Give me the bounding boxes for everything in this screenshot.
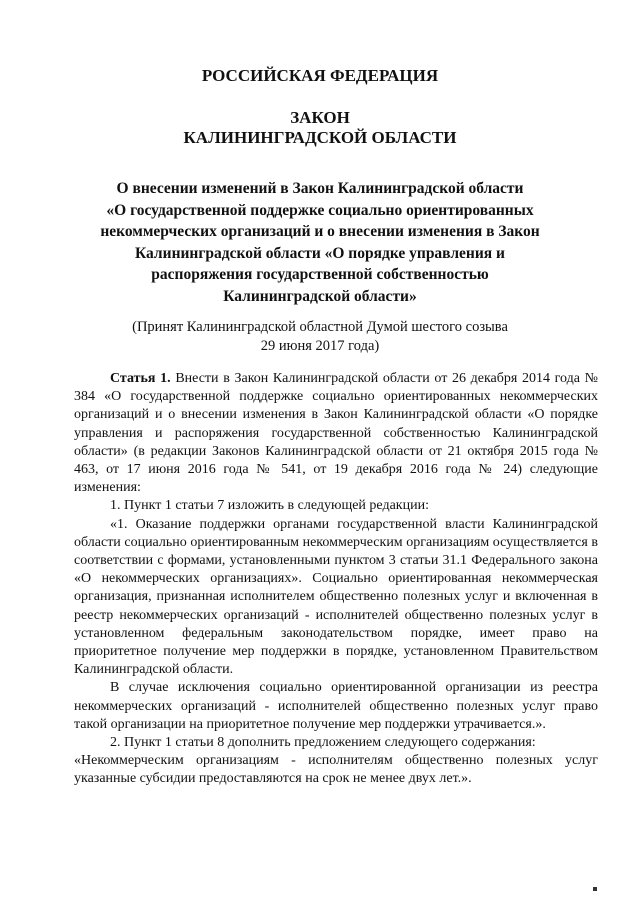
item-1-heading: 1. Пункт 1 статьи 7 изложить в следующей редакции: <box>110 498 429 514</box>
adoption-line: (Принят Калининградской областной Думой шестого созыва <box>132 319 508 335</box>
title-line: распоряжения государственной собственностью <box>151 266 489 283</box>
title-line: О внесении изменений в Закон Калининградской области <box>116 180 524 197</box>
item-2-heading: 2. Пункт 1 статьи 8 дополнить предложением следующего содержания: <box>110 735 536 751</box>
title-line: «О государственной поддержке социально ориентированных <box>106 201 534 219</box>
item-1-exclusion: В случае исключения социально ориентированной организации из реестра некоммерческих организаций - исполнителей общественно полезных услуг право такой организации на приоритетное получение мер поддержки утрачивается.». <box>74 680 598 732</box>
corner-mark <box>593 887 597 891</box>
country-heading: РОССИЙСКАЯ ФЕДЕРАЦИЯ <box>201 66 439 85</box>
region-heading: КАЛИНИНГРАДСКОЙ ОБЛАСТИ <box>183 128 457 147</box>
adoption-line: 29 июня 2017 года) <box>260 338 380 354</box>
article-intro-paragraph <box>74 370 598 497</box>
article-intro: Внести в Закон Калининградской области от 26 декабря 2014 года № 384 «О государственной поддержке социально ориентированных некоммерческих организаций и о внесении изменения в Закон Калининградской области «О порядке управления и распоряжения государственной собственностью Калининградской области» (в редакции Законов Калининградской области от 21 октября 2015 года № 463, от 17 июня 2016 года № 541, от 19 декабря 2016 года № 24) следующие изменения: <box>74 371 599 496</box>
item-2-quote: «Некоммерческим организациям - исполнителям общественно полезных услуг указанные субсидии предоставляются на срок не менее двух лет.». <box>74 753 598 787</box>
item-1-quote: «1. Оказание поддержки органами государственной власти Калининградской области социально ориентированным некоммерческим организациям осуществляется в соответствии с формами, установленными пунктом 3 статьи 31.1 Федерального закона «О некоммерческих организациях». Социально ориентированная некоммерческая организация, признанная исполнителем общественно полезных услуг и включенная в реестр некоммерческих организаций - исполнителей общественно полезных услуг в установленном федеральным законодательством порядке, имеет право на приоритетное получение мер поддержки в порядке, установленном Правительством Калининградской области. <box>74 516 598 678</box>
title-line: некоммерческих организаций и о внесении изменения в Закон <box>100 223 540 240</box>
law-title <box>80 178 560 307</box>
title-line: Калининградской области» <box>223 287 417 305</box>
adoption-note <box>80 318 560 356</box>
article-body <box>74 370 598 789</box>
article-label: Статья 1. <box>110 371 171 386</box>
law-heading: ЗАКОН <box>290 108 350 127</box>
title-line: Калининградской области «О порядке управления и <box>135 244 505 262</box>
